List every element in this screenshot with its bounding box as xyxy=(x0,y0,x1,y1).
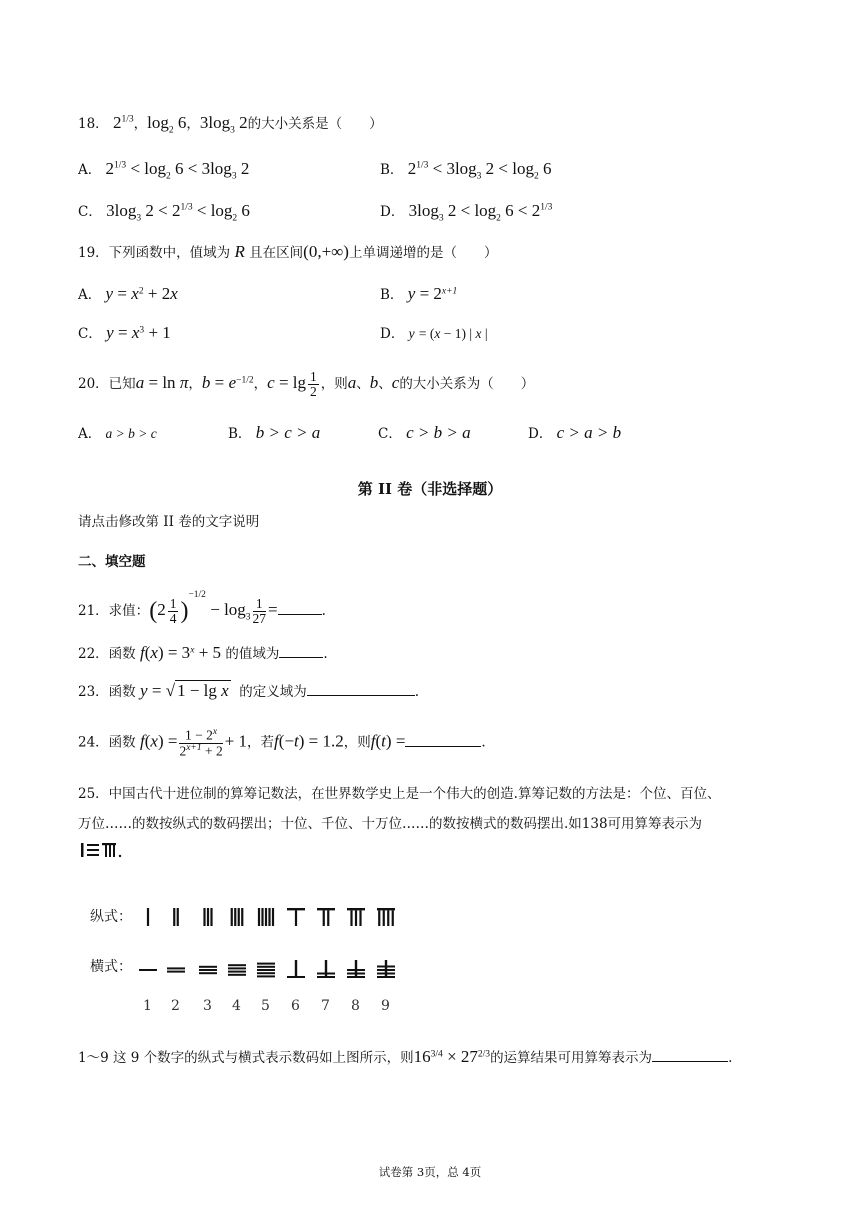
vertical-rod-6 xyxy=(287,908,305,926)
figure-row1-label: 纵式： xyxy=(90,909,132,925)
q18-option-b[interactable]: B． $2^{1/3} < 3\log_3$ $2 < \log_2 6$ xyxy=(380,159,552,182)
digit-row xyxy=(90,998,420,1018)
digit-label-9: 9 xyxy=(381,998,390,1014)
vertical-rod-5 xyxy=(258,908,274,926)
horizontal-rod-8 xyxy=(347,960,365,978)
horizontal-rod-5 xyxy=(257,963,275,978)
q21-answer-blank[interactable] xyxy=(278,614,322,615)
vertical-rod-2 xyxy=(173,908,179,926)
digit-label-7: 7 xyxy=(321,998,330,1014)
q25-line-4: 1～9 这 9 个数字的纵式与横式表示数码如上图所示，则$16^{3/4} \times 27^{2/3}$的运算结果可用算筹表示为 . xyxy=(78,1047,733,1066)
rod-numeral-138 xyxy=(80,840,124,860)
vertical-rod-4 xyxy=(231,908,244,926)
vertical-rod-9 xyxy=(377,908,395,926)
q19-option-d[interactable]: D． y = (x − 1) | x | xyxy=(380,326,488,342)
figure-row2-label: 横式： xyxy=(90,959,132,975)
q23: 23．函数 y = √ 1 − lg x 的定义域为 . xyxy=(78,681,420,700)
rod-numeral-figure xyxy=(90,898,420,1023)
digit-label-1: 1 xyxy=(143,998,152,1014)
section-title: 第 II 卷（非选择题） xyxy=(357,480,503,498)
digit-label-2: 2 xyxy=(171,998,180,1014)
digit-label-5: 5 xyxy=(261,998,270,1014)
digit-label-4: 4 xyxy=(232,998,241,1014)
q19-option-c[interactable]: C． $y = x^3 + 1$ xyxy=(78,323,171,342)
q20-option-d[interactable]: D． c > a > b xyxy=(528,423,622,442)
horizontal-rod-3 xyxy=(199,966,217,974)
q19-option-a[interactable]: A． $y = x^2 + 2x$ xyxy=(78,284,178,303)
q24-answer-blank[interactable] xyxy=(405,746,481,747)
q20-stem: 20．已知a = ln π，$b = e^{-1/2}$，c = lg $\frac{1}{2}$ ，则a、b、c的大小关系为（ ） xyxy=(78,369,535,400)
vertical-rod-7 xyxy=(317,908,335,926)
horizontal-rod-6 xyxy=(287,960,305,978)
vertical-rod-3 xyxy=(203,908,212,926)
section-note[interactable]: 请点击修改第 II 卷的文字说明 xyxy=(78,514,260,530)
horizontal-rod-1 xyxy=(139,969,157,971)
q18-option-a[interactable]: A． $2^{1/3} < \log_2 6 < 3\log_3$ 2 xyxy=(78,159,250,182)
q20-option-a[interactable]: A． a > b > c xyxy=(78,426,157,442)
q23-answer-blank[interactable] xyxy=(307,695,415,696)
horizontal-rod-2 xyxy=(167,967,185,972)
q20-option-b[interactable]: B． b > c > a xyxy=(228,423,321,442)
q18-option-c[interactable]: C． $3\log_3$ $2 < 2^{1/3} < \log_2 6$ xyxy=(78,201,250,224)
q24: 24．函数 f(x) = $\frac{1 - 2^x}{2^{x+1} + 2}$ + 1，若f(−t) = 1.2，则f(t) = . xyxy=(78,727,486,759)
section-heading: 二、填空题 xyxy=(78,554,146,570)
q21: 21．求值：(2 $\frac{1}{4}$ )$^{-1/2} - \log_3$ $\frac{1}{27}$ = . xyxy=(78,590,326,626)
q25-answer-blank[interactable] xyxy=(652,1061,728,1062)
page-footer: 试卷第 3页，总 4页 xyxy=(378,1165,482,1179)
digit-label-6: 6 xyxy=(291,998,300,1014)
q25-line-1: 25．中国古代十进位制的算筹记数法，在世界数学史上是一个伟大的创造.算筹记数的方法是：个位、百位、 xyxy=(78,786,721,802)
digit-label-3: 3 xyxy=(203,998,212,1014)
digit-label-8: 8 xyxy=(351,998,360,1014)
horizontal-rod-7 xyxy=(317,960,335,978)
horizontal-rod-9 xyxy=(377,960,395,978)
q19-option-b[interactable]: B． $y = 2^{x+1}$ xyxy=(380,284,458,303)
horizontal-rod-4 xyxy=(228,964,246,976)
q22: 22．函数 $f(x) = 3^x + 5$ 的值域为 . xyxy=(78,643,328,662)
vertical-rod-1 xyxy=(147,908,149,926)
q20-option-c[interactable]: C． c > b > a xyxy=(378,423,471,442)
q22-answer-blank[interactable] xyxy=(279,657,323,658)
q18-option-d[interactable]: D． $3\log_3$ $2 < \log_2 6 < 2^{1/3}$ xyxy=(380,201,553,224)
q25-line-2: 万位……的数按纵式的数码摆出；十位、千位、十万位……的数按横式的数码摆出.如138可用算筹表示为 xyxy=(78,816,703,832)
q19-stem: 19．下列函数中，值域为 R 且在区间(0,+∞)上单调递增的是（ ） xyxy=(78,242,498,261)
rod-138-image xyxy=(80,840,124,864)
q18-stem: 18． $2^{1/3}$，$\log_2 6$，$3\log_3$ 2的大小关系是（ ） xyxy=(78,113,383,136)
vertical-rod-8 xyxy=(347,908,365,926)
